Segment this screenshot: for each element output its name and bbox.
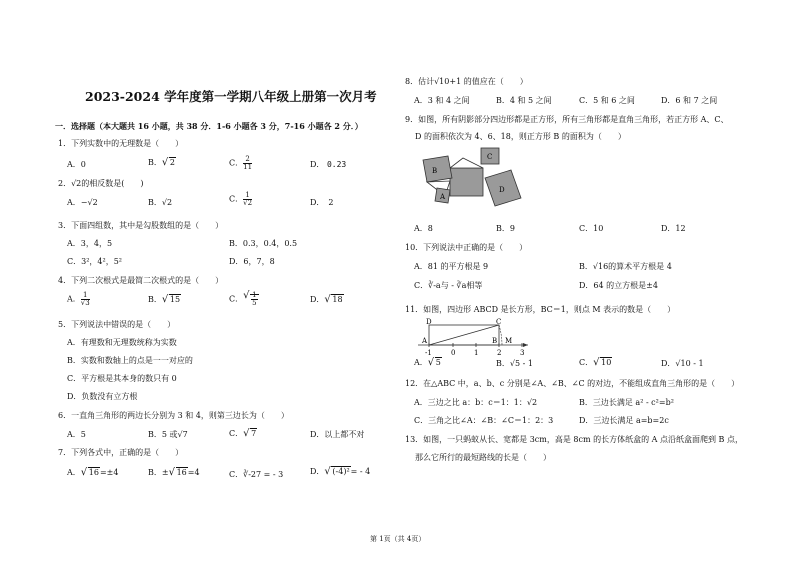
q3-stem: 3．下面四组数，其中是勾股数组的是（ ） [58,221,224,230]
q8-option-b: B．4 和 5 之间 [496,96,552,105]
q9-option-a: A．8 [414,224,433,233]
q13-stem-line2: 那么它所行的最短路线的长是（ ） [415,453,551,462]
q7-option-c: C．∛-27 = - 3 [229,470,284,479]
q2-stem: 2．√2的相反数是( ) [58,179,144,188]
q6-option-d: D．以上都不对 [310,430,365,439]
q11-tick-neg1: -1 [425,349,432,357]
q4-option-c: C． √ $\frac{1}{5}$ [229,290,257,307]
q11-option-d: D．√10 - 1 [661,359,704,368]
q2-option-a: A．−√2 [67,198,98,207]
q11-option-c: C． √ 10 [579,357,612,368]
q7-option-d: D． √ (-4)²= - 4 [310,466,371,477]
q5-stem: 5．下列说法中错误的是（ ） [58,320,176,329]
q10-stem: 10．下列说法中正确的是（ ） [405,243,528,252]
q2-option-b: B．√2 [148,198,173,207]
q4-option-b: B． √ 15 [148,294,181,305]
q9-squares-figure [415,146,525,210]
q6-option-c: C． √ 7 [229,428,257,439]
q1-option-d: D． 0.23 [310,160,347,169]
q9-label-b: B [432,167,438,175]
q3-option-b: B．0.3，0.4，0.5 [229,239,298,248]
q6-option-b: B．5 或√7 [148,430,188,439]
q12-option-a: A．三边之比 a：b：c＝1：1：√2 [414,398,538,407]
q11-point-m: M [505,337,513,345]
q11-stem: 11．如图，四边形 ABCD 是长方形，BC＝1，则点 M 表示的数是（ ） [405,305,676,314]
q11-tick-2: 2 [497,349,502,357]
page-title: 2023-2024 学年度第一学期八年级上册第一次月考 [85,89,377,104]
q13-stem-line1: 13．如图，一只蚂蚁从长、宽都是 3cm，高是 8cm 的长方体纸盒的 A 点沿纸盒面爬到 B 点， [405,435,743,444]
q11-option-b: B．√5 - 1 [496,359,533,368]
q9-stem-line1: 9．如图，所有阴影部分四边形都是正方形，所有三角形都是直角三角形，若正方形 A、C、 [405,115,729,124]
q9-stem-line2: D 的面积依次为 4、6、18，则正方形 B 的面积为（ ） [415,132,626,141]
q5-option-d: D．负数没有立方根 [67,392,138,401]
q9-label-d: D [499,186,505,194]
q7-option-a: A． √ 16=±4 [67,467,119,478]
q8-option-d: D．6 和 7 之间 [661,96,718,105]
q10-option-a: A．81 的平方根是 9 [414,262,489,271]
q7-option-b: B．± √ 16=4 [148,467,200,478]
q10-option-b: B．√16的算术平方根是 4 [579,262,672,271]
q8-option-a: A．3 和 4 之间 [414,96,470,105]
q1-option-a: A．0 [67,160,86,169]
q11-point-a: A [422,337,428,345]
page-footer: 第 1页（共 4页） [370,535,426,543]
q12-stem: 12．在△ABC 中，a、b、c 分别是∠A、∠B、∠C 的对边，不能组成直角三角形的是（ ） [405,379,740,388]
q3-option-a: A．3，4，5 [67,239,113,248]
q9-option-b: B．9 [496,224,515,233]
q5-option-c: C．平方根是其本身的数只有 0 [67,374,177,383]
q5-option-a: A．有理数和无理数统称为实数 [67,338,177,347]
q12-option-b: B．三边长满足 a² - c²=b² [579,398,674,407]
q1-option-c: C． $\frac{2}{11}$ [229,155,253,171]
q9-option-c: C．10 [579,224,604,233]
q4-stem: 4．下列二次根式是最简二次根式的是（ ） [58,276,224,285]
q9-label-a: A [440,193,446,201]
q7-stem: 7．下列各式中，正确的是（ ） [58,448,184,457]
q1-stem: 1．下列实数中的无理数是（ ） [58,139,184,148]
section-heading: 一．选择题（本大题共 16 小题，共 38 分．1-6 小题各 3 分，7-16 小题各 2 分．） [55,121,363,131]
q9-option-d: D．12 [661,224,686,233]
q8-stem: 8．估计√10+1 的值应在（ ） [405,77,528,86]
q2-option-c: C． $\frac{1}{√2}$ [229,191,253,207]
q6-option-a: A．5 [67,430,86,439]
q3-option-c: C．3²，4²，5² [67,257,123,266]
q11-point-c: C [496,318,502,326]
q11-tick-1: 1 [474,349,479,357]
q12-option-d: D．三边长满足 a=b=2c [579,416,669,425]
q12-option-c: C．三角之比∠A：∠B：∠C＝1：2：3 [414,416,554,425]
q6-stem: 6．一直角三角形的两边长分别为 3 和 4，则第三边长为（ ） [58,411,289,420]
q9-label-c: C [487,153,493,161]
q11-point-d: D [426,318,432,326]
q10-option-c: C．∛-a与 - ∛a相等 [414,281,483,290]
q3-option-d: D．6，7，8 [229,257,275,266]
q4-option-d: D． √ 18 [310,294,343,305]
q11-numberline-figure [418,316,528,358]
q8-option-c: C．5 和 6 之间 [579,96,635,105]
q5-option-b: B．实数和数轴上的点是一一对应的 [67,356,193,365]
q11-point-b: B [492,337,498,345]
q4-option-a: A． $\frac{1}{√3}$ [67,291,90,307]
q10-option-d: D．64 的立方根是±4 [579,281,658,290]
q11-tick-3: 3 [520,349,525,357]
q2-option-d: D． 2 [310,198,334,207]
q1-option-b: B． √ 2 [148,157,175,168]
q11-option-a: A． √ 5 [414,357,441,368]
q11-tick-0: 0 [451,349,456,357]
